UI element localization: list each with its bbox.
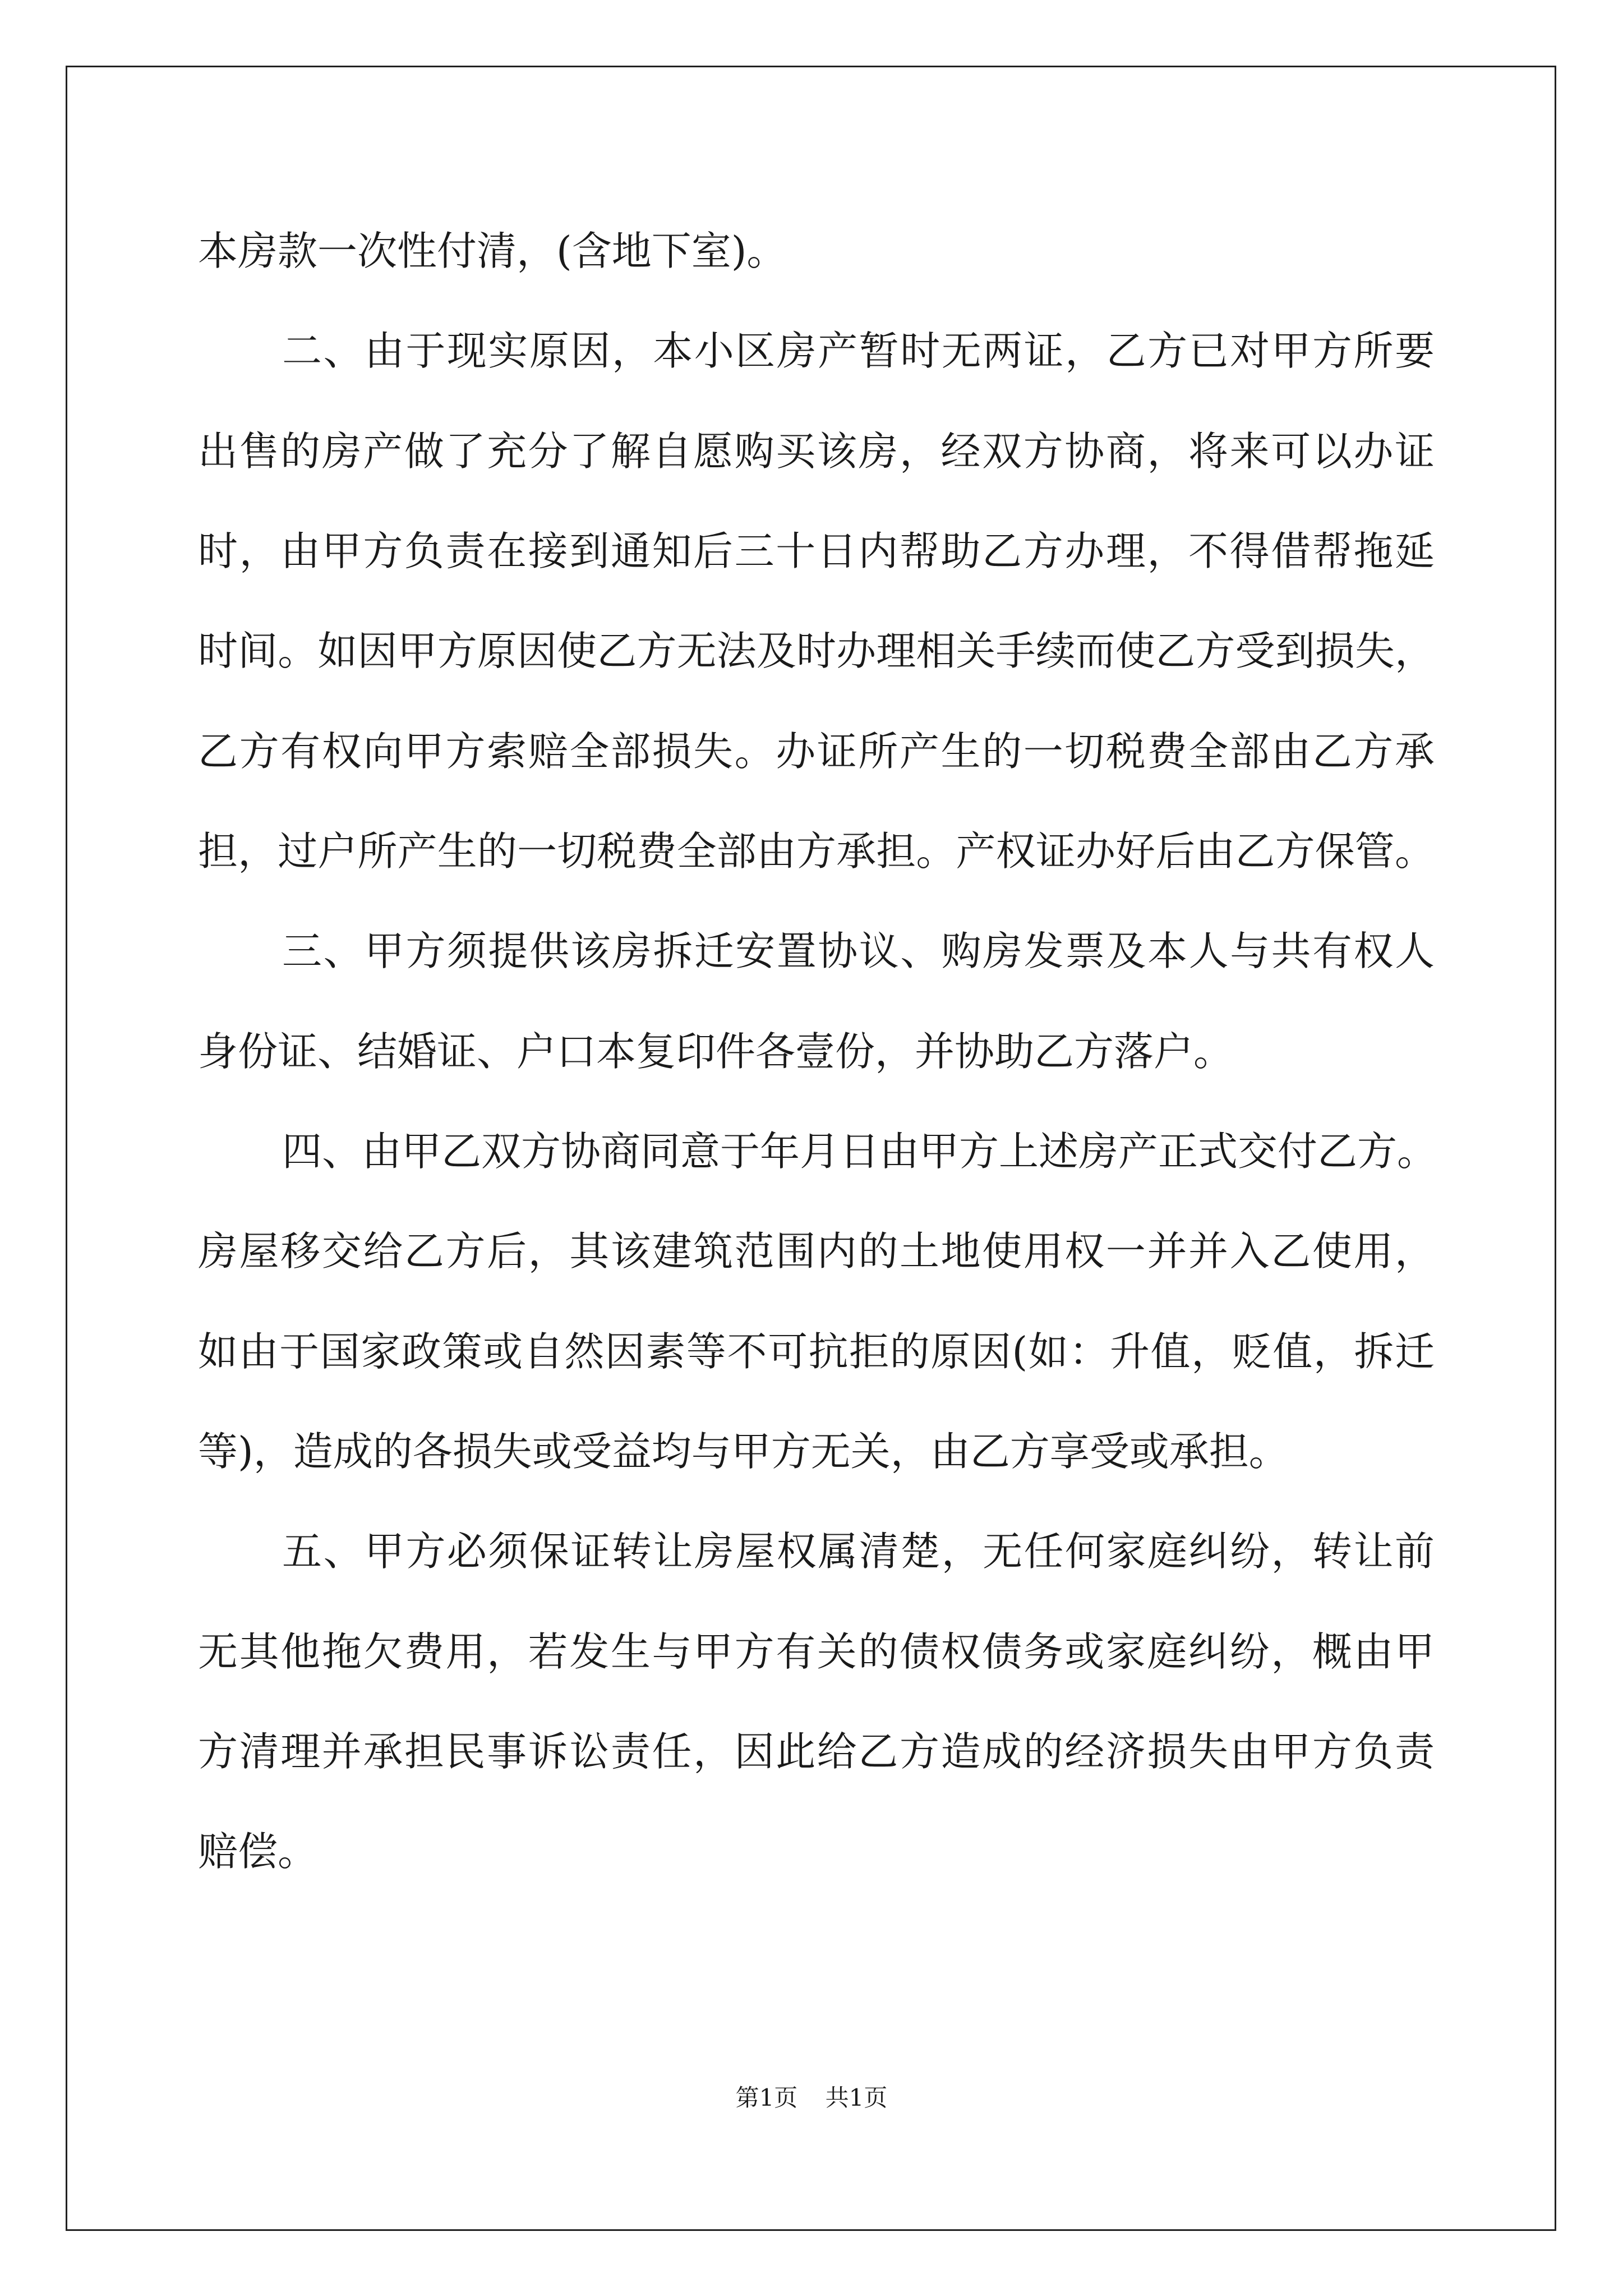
paragraph-five-line: 五、甲方必须保证转让房屋权属清楚，无任何家庭纠纷，转让前 [282, 1528, 1435, 1575]
text-line: 出售的房产做了充分了解自愿购买该房，经双方协商，将来可以办证 [198, 428, 1435, 475]
text-line: 时间。如因甲方原因使乙方无法及时办理相关手续而使乙方受到损失， [198, 628, 1435, 674]
text-line: 担，过户所产生的一切税费全部由方承担。产权证办好后由乙方保管。 [198, 828, 1435, 875]
text-line: 等)，造成的各损失或受益均与甲方无关，由乙方享受或承担。 [198, 1428, 1289, 1475]
page-footer [0, 2081, 1623, 2115]
text-line: 如由于国家政策或自然因素等不可抗拒的原因(如：升值，贬值，拆迁 [198, 1328, 1435, 1375]
text-line: 赔偿。 [198, 1828, 318, 1875]
page-number-total: 共1页 [825, 2084, 888, 2111]
paragraph-three-line: 三、甲方须提供该房拆迁安置协议、购房发票及本人与共有权人 [282, 928, 1435, 974]
paragraph-four-line: 四、由甲乙双方协商同意于年月日由甲方上述房产正式交付乙方。 [282, 1128, 1437, 1175]
text-line: 本房款一次性付清，(含地下室)。 [198, 228, 787, 274]
text-line: 方清理并承担民事诉讼责任，因此给乙方造成的经济损失由甲方负责 [198, 1728, 1435, 1775]
page-number-current: 第1页 [735, 2084, 798, 2111]
paragraph-two-line: 二、由于现实原因，本小区房产暂时无两证，乙方已对甲方所要 [282, 328, 1435, 374]
text-line: 身份证、结婚证、户口本复印件各壹份，并协助乙方落户。 [198, 1028, 1234, 1075]
text-line: 房屋移交给乙方后，其该建筑范围内的土地使用权一并并入乙使用， [198, 1228, 1435, 1274]
text-line: 乙方有权向甲方索赔全部损失。办证所产生的一切税费全部由乙方承 [198, 728, 1435, 775]
text-line: 无其他拖欠费用，若发生与甲方有关的债权债务或家庭纠纷，概由甲 [198, 1628, 1435, 1675]
text-line: 时，由甲方负责在接到通知后三十日内帮助乙方办理，不得借帮拖延 [198, 528, 1435, 574]
